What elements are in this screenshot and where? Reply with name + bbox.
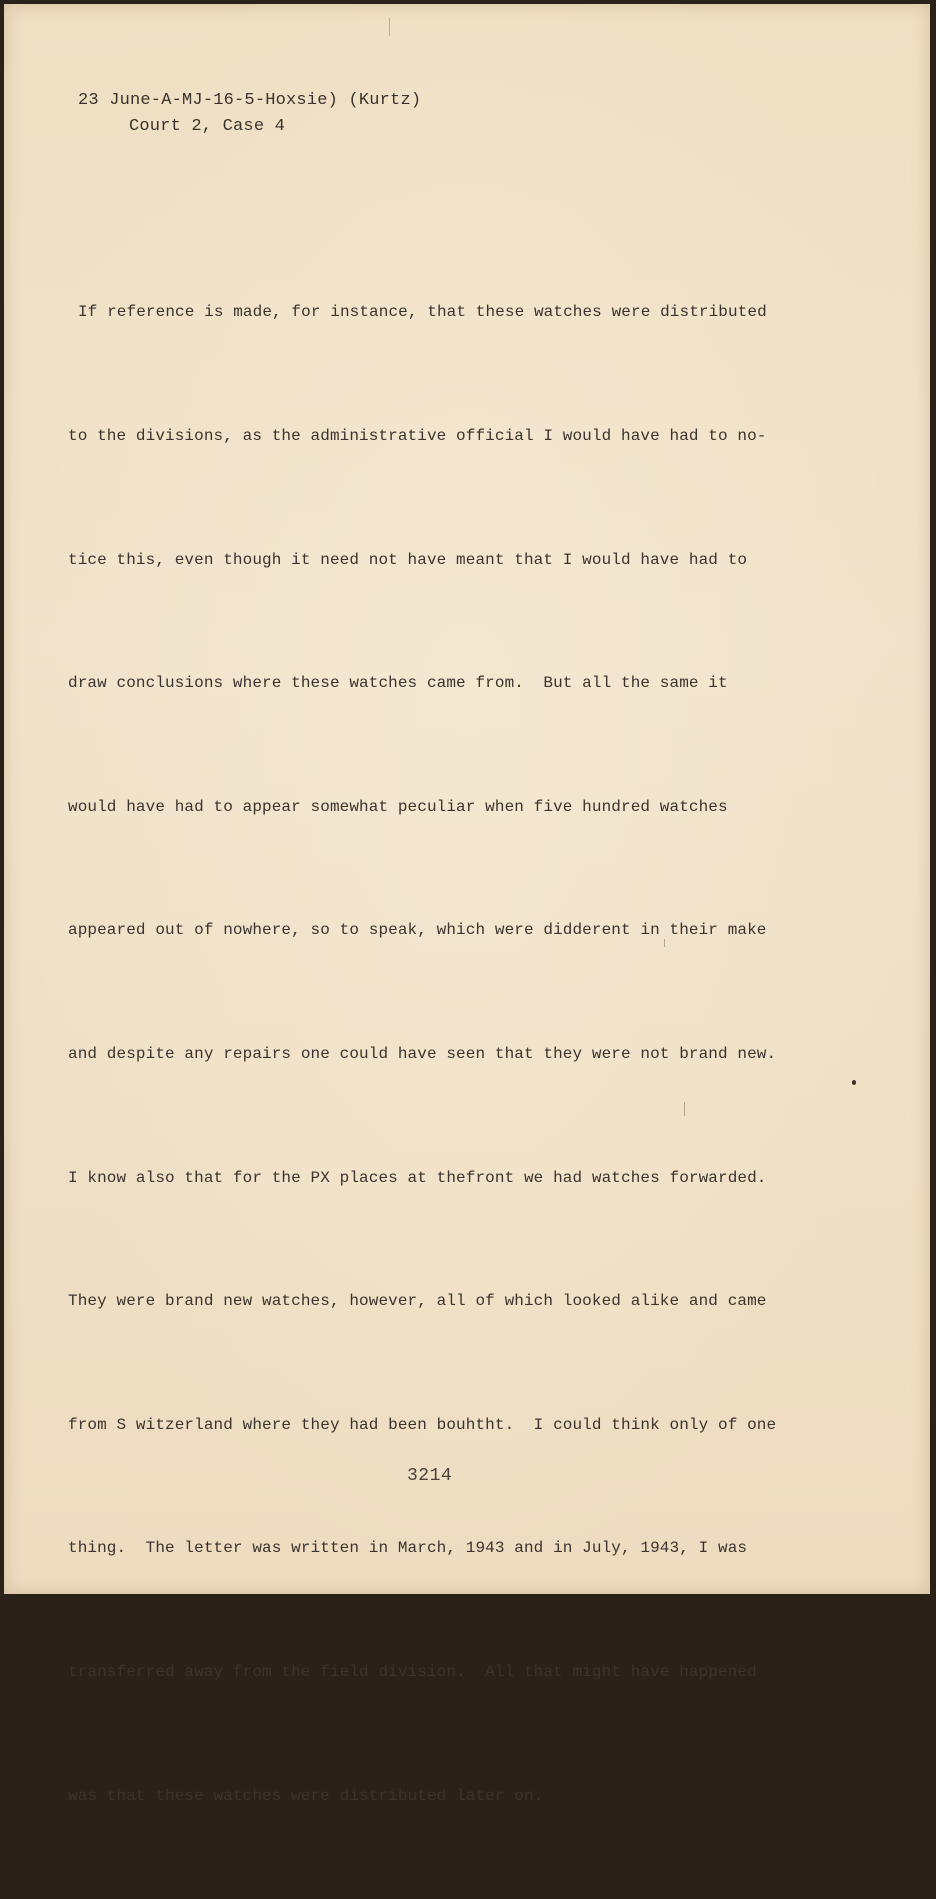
ink-speck (852, 1080, 856, 1085)
body-line: was that these watches were distributed later on. (68, 1786, 544, 1805)
body-line: would have had to appear somewhat peculiar when five hundred watches (68, 797, 728, 816)
body-line: transferred away from the field division. All that might have happened (68, 1662, 757, 1681)
body-line: If reference is made, for instance, that these watches were distributed (78, 303, 767, 322)
body-line: tice this, even though it need not have meant that I would have had to (68, 550, 748, 569)
body-line: draw conclusions where these watches came from. But all the same it (68, 674, 728, 693)
body-line: to the divisions, as the administrative official I would have had to no- (68, 427, 767, 445)
paper-mark (684, 1102, 685, 1116)
body-line: appeared out of nowhere, so to speak, which were didderent in their make (68, 921, 767, 940)
document-header (78, 88, 421, 140)
body-line: from S witzerland where they had been bouhtht. I could think only of one (68, 1415, 777, 1434)
document-page (4, 4, 930, 1805)
body-line: and despite any repairs one could have seen that they were not brand new. (68, 1044, 777, 1063)
body-line: I know also that for the PX places at thefront we had watches forwarded. (68, 1168, 767, 1187)
page-number: 3214 (407, 1466, 453, 1486)
paper-mark (389, 18, 390, 36)
body-line: thing. The letter was written in March, 1943 and in July, 1943, I was (68, 1539, 748, 1558)
testimony-body (68, 210, 828, 1899)
reference-line: 23 June-A-MJ-16-5-Hoxsie) (Kurtz) (78, 91, 422, 110)
paper-mark (664, 939, 665, 947)
court-case-line: Court 2, Case 4 (129, 117, 286, 136)
body-line: They were brand new watches, however, all of which looked alike and came (68, 1292, 767, 1311)
